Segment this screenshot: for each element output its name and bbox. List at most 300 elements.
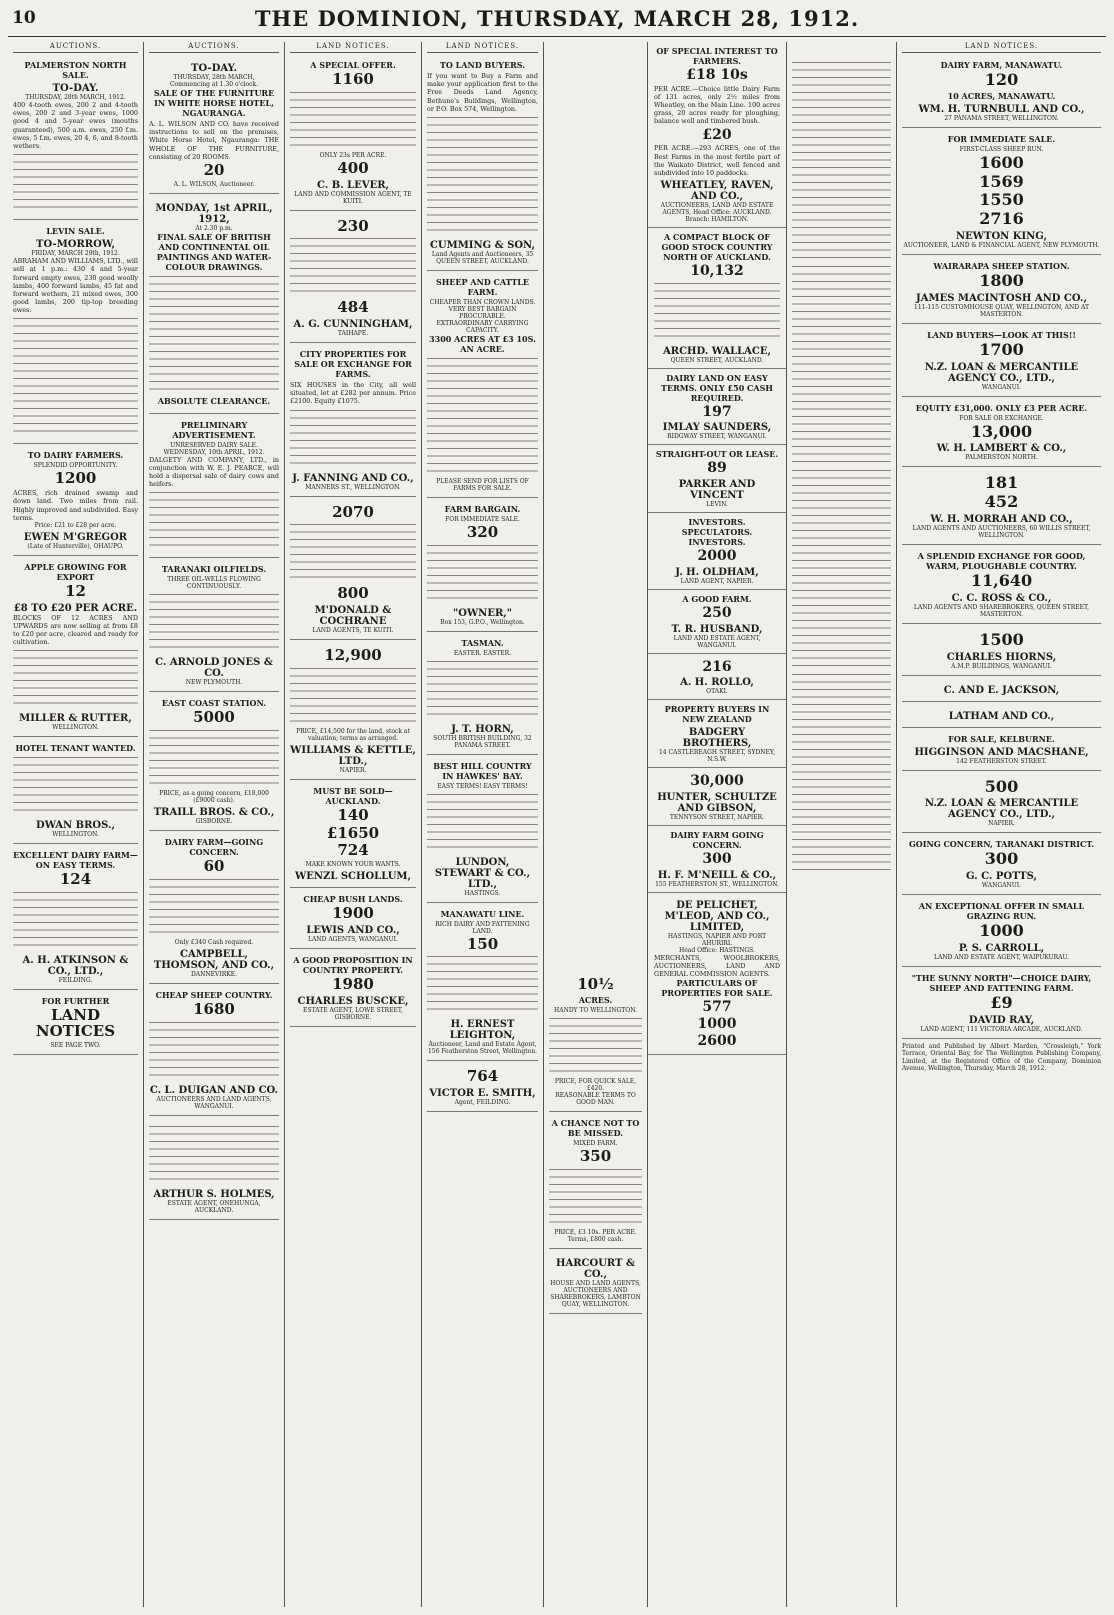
ad-address: NAPIER. xyxy=(988,820,1015,828)
column-6 xyxy=(648,42,787,1607)
ad-text-lines xyxy=(149,1126,279,1186)
ad-heading: DAIRY FARM GOING CONCERN. xyxy=(670,829,764,850)
ad-cheap-sheep-country xyxy=(149,987,279,1116)
ad-acreage: 1160 xyxy=(332,70,374,88)
ad-subheading: Commencing at 1.30 o'clock. xyxy=(169,81,259,88)
ad-morrah xyxy=(902,470,1101,545)
ad-text-lines xyxy=(549,1018,642,1078)
ad-heading: CHEAP BUSH LANDS. xyxy=(303,894,403,905)
ad-hotel-tenant xyxy=(13,740,138,844)
ad-price-big: £1650 xyxy=(326,823,380,842)
ad-date: THURSDAY, 28th MARCH, xyxy=(173,74,255,81)
ad-big-text: LAND NOTICES xyxy=(35,1006,116,1040)
ad-acreage: 150 xyxy=(466,934,499,953)
ad-excellent-dairy xyxy=(13,847,138,990)
ad-advertiser: ARCHD. WALLACE, xyxy=(663,345,771,357)
ad-subheading: TO-MORROW, xyxy=(36,239,115,251)
column-7 xyxy=(787,42,897,1607)
ad-text-lines xyxy=(149,1022,279,1082)
ad-acreage: 1700 xyxy=(979,339,1024,359)
ad-subheading: EASTER. EASTER. xyxy=(453,649,512,657)
ad-address: 155 FEATHERSTON ST., WELLINGTON. xyxy=(655,880,779,888)
ad-advertiser: C. AND E. JACKSON, xyxy=(943,684,1060,696)
ad-footer: PLEASE SEND FOR LISTS OF FARMS FOR SALE. xyxy=(436,477,529,492)
ad-advertiser: J. H. OLDHAM, xyxy=(675,566,759,578)
masthead xyxy=(8,6,1106,37)
ad-paintings-sale xyxy=(149,197,279,414)
ad-east-coast-station xyxy=(149,695,279,831)
ad-address: LAND AGENT, 111 VICTORIA ARCADE, AUCKLAND. xyxy=(920,1025,1083,1033)
ad-special-interest xyxy=(648,42,786,228)
ad-splendid-exchange xyxy=(902,548,1101,624)
column-header: AUCTIONS. xyxy=(149,42,279,53)
ad-heading: FOR FURTHER xyxy=(41,996,110,1007)
ad-date: FRIDAY, MARCH 29th, 1912. xyxy=(31,250,120,258)
ad-subheading: TO-DAY. xyxy=(52,83,99,94)
ad-heading: TO LAND BUYERS. xyxy=(439,60,526,70)
ad-acreage: 1800 xyxy=(979,270,1024,290)
ad-acreage: 13,000 xyxy=(970,421,1033,441)
ad-address: WANGANUI. xyxy=(981,383,1022,391)
ad-date: THURSDAY, 28th MARCH, 1912. xyxy=(25,94,126,101)
ad-heading: A GOOD FARM. xyxy=(682,593,752,604)
ad-advertiser: CUMMING & SON, xyxy=(429,239,536,251)
ad-subheading: THREE OIL-WELLS FLOWING CONTINUOUSLY. xyxy=(167,576,261,591)
ad-acreage: 1680 xyxy=(193,999,235,1018)
ad-advertiser: BADGERY BROTHERS, xyxy=(682,727,752,750)
ad-address: TENNYSON STREET, NAPIER. xyxy=(669,813,765,821)
ad-equity xyxy=(902,400,1101,468)
ad-text-lines xyxy=(427,358,538,478)
column-3 xyxy=(285,42,422,1607)
ad-acreage: 140 xyxy=(337,805,369,824)
ad-heading: BEST HILL COUNTRY IN HAWKES' BAY. xyxy=(433,760,532,781)
ad-subheading: MIXED FARM. xyxy=(573,1139,618,1147)
ad-address: 27 PANAMA STREET, WELLINGTON. xyxy=(944,114,1059,122)
ad-subheading: FOR IMMEDIATE SALE. xyxy=(445,515,520,523)
ad-text-lines xyxy=(792,62,891,262)
ad-acreage: 1900 xyxy=(332,904,374,923)
page-number: 10 xyxy=(12,8,36,28)
ad-acreage: 350 xyxy=(579,1146,612,1165)
ad-special-offer xyxy=(290,57,416,211)
ad-subheading: FOR SALE OR EXCHANGE. xyxy=(959,414,1044,422)
ad-mdonald xyxy=(290,500,416,641)
ad-must-be-sold xyxy=(290,783,416,888)
ad-heading: FARM BARGAIN. xyxy=(444,503,521,514)
ad-dairy-sale xyxy=(149,417,279,559)
column-8 xyxy=(897,42,1106,1607)
ad-advertiser: H. F. M'NEILL & CO., xyxy=(657,869,777,881)
ad-advertiser: A. G. CUNNINGHAM, xyxy=(293,319,413,330)
ad-text-lines xyxy=(427,545,538,605)
ad-further-notices xyxy=(13,993,138,1055)
ad-subheading-2: VERY BEST BARGAIN PROCURABLE. xyxy=(448,305,517,320)
ad-heading: APPLE GROWING FOR EXPORT xyxy=(24,561,127,582)
ad-advertiser: WENZL SCHOLLUM, xyxy=(295,871,411,883)
ad-advertiser: HIGGINSON AND MACSHANE, xyxy=(914,746,1089,758)
ad-handy-wellington xyxy=(549,972,642,1112)
ad-acreage: 12 xyxy=(65,581,86,600)
ad-hill-country xyxy=(427,758,538,903)
ad-text-lines xyxy=(13,892,138,952)
ad-heading: ACRES. xyxy=(578,994,613,1005)
ad-heading: LAND BUYERS—LOOK AT THIS!! xyxy=(927,329,1076,340)
ad-acreage: 1000 xyxy=(979,921,1024,941)
ad-price: £8 TO £20 PER ACRE. xyxy=(13,602,138,614)
ad-advertiser: J. FANNING AND CO., xyxy=(292,472,414,484)
ad-dairy-going-concern-2 xyxy=(648,826,786,893)
ad-advertiser: A. H. ATKINSON & CO., LTD., xyxy=(22,955,129,978)
ad-text-lines xyxy=(427,794,538,854)
ad-compact-block xyxy=(648,228,786,369)
ad-body: BLOCKS OF 12 ACRES AND UPWARDS are now selling at from £8 to £20 per acre, cleared and ready for cultivation. xyxy=(13,613,138,647)
ad-address: GISBORNE. xyxy=(195,818,233,826)
ad-dairy-easy-terms xyxy=(648,369,786,446)
ad-advertiser: VICTOR E. SMITH, xyxy=(429,1088,536,1100)
ad-de-pelichet xyxy=(648,893,786,1056)
ad-body: SIX HOUSES in the City, all well situated, let at £282 per annum. Price £2100. Equity £1075. xyxy=(290,381,416,406)
ad-acreage: 10½ xyxy=(577,975,614,993)
ad-acreage: 300 xyxy=(984,849,1019,869)
ad-city-properties xyxy=(290,346,416,497)
ad-acreage: 124 xyxy=(59,870,92,889)
ad-subheading: FIRST-CLASS SHEEP RUN. xyxy=(959,145,1044,153)
ad-heading: EQUITY £31,000. ONLY £3 PER ACRE. xyxy=(915,402,1088,413)
ad-price: PRICE, £14,500 for the land, stock at valuation; terms as arranged. xyxy=(296,727,410,742)
ad-hunter-schultze xyxy=(648,768,786,826)
ad-advertiser: NEWTON KING, xyxy=(956,230,1047,242)
ad-advertiser: A. H. ROLLO, xyxy=(680,677,754,689)
ad-victor-smith xyxy=(427,1064,538,1112)
ad-text-lines xyxy=(149,879,279,939)
ad-text-lines xyxy=(290,238,416,298)
ad-rollo xyxy=(648,654,786,701)
ad-date: WEDNESDAY, 10th APRIL, 1912. xyxy=(163,448,265,456)
ad-price: Price: £21 to £28 per acre. xyxy=(34,521,117,529)
ad-subheading: UNRESERVED DAIRY SALE. xyxy=(170,441,258,449)
ad-acreage-4: 2716 xyxy=(979,209,1024,229)
ad-advertiser: CHARLES BUSCKE, xyxy=(297,995,409,1007)
ad-holmes xyxy=(149,1119,279,1220)
ad-text-lines xyxy=(427,661,538,721)
ad-advertiser: C. B. LEVER, xyxy=(317,179,389,191)
ad-acreage: 2070 xyxy=(332,502,374,521)
ad-body: 400 4-tooth ewes, 200 2 and 4-tooth ewes, 200 2 and 3-year ewes, 1000 good 4 and 5-year ewes (mouths guaranteed), 500 a.m. ewes, 250 f.m. ewes, 5 f.m. ewes, 20 4, 6, and 8-tooth wethers. xyxy=(13,101,138,150)
ad-text-lines xyxy=(13,154,138,214)
ad-jackson xyxy=(902,679,1101,702)
ad-advertiser: C. L. DUIGAN AND CO. xyxy=(149,1084,279,1096)
ad-body: A. L. WILSON AND CO. have received instructions to sell on the premises, White Horse Hotel, Ngauranga: THE WHOLE OF THE FURNITURE, consisting of 20 ROOMS. xyxy=(149,120,279,161)
ad-acreage: 500 xyxy=(984,776,1019,796)
ad-advertiser: M'DONALD & COCHRANE xyxy=(314,605,392,628)
ad-manawatu-line xyxy=(427,906,538,1062)
ad-address: OTAKI. xyxy=(706,688,728,696)
ad-price: 3300 ACRES AT £3 10S. AN ACRE. xyxy=(429,333,536,354)
ad-heading: TO-DAY. xyxy=(191,63,237,74)
ad-heading: MONDAY, 1st APRIL, 1912, xyxy=(155,202,273,225)
ad-furniture-sale xyxy=(149,57,279,194)
ad-acreage: 30,000 xyxy=(690,773,744,790)
ad-heading: DAIRY FARM—GOING CONCERN. xyxy=(164,837,264,858)
ad-acreage: 1980 xyxy=(332,974,374,993)
ad-price: PRICE, FOR QUICK SALE, £420. xyxy=(554,1077,637,1092)
ad-address: AUCTIONEERS AND LAND AGENTS, WANGANUI. xyxy=(156,1095,272,1110)
ad-address: Land Agents and Auctioneers, 35 QUEEN STREET, AUCKLAND. xyxy=(431,250,534,265)
ad-acreage: 320 xyxy=(466,522,499,541)
ad-price: ONLY 23s PER ACRE. xyxy=(319,151,387,159)
ad-heading: EXCELLENT DAIRY FARM—ON EASY TERMS. xyxy=(13,850,138,871)
ad-advertiser: WHEATLEY, RAVEN, AND CO., xyxy=(660,180,774,203)
ad-address: WELLINGTON. xyxy=(52,831,99,839)
ad-acreage: 300 xyxy=(702,850,732,867)
ad-address: LAND AGENT, NAPIER. xyxy=(680,577,754,585)
ad-advertiser: DAVID RAY, xyxy=(968,1014,1035,1026)
ad-address: LAND AND COMMISSION AGENT, TE KUITI. xyxy=(294,190,412,205)
ad-body: PER ACRE.—Choice little Dairy Farm of 131 acres, only 2½ miles from Wheatley, on the Main Line. 100 acres grass, 20 acres ready for ploughing, balance well and timbered bush. xyxy=(654,84,780,126)
ad-text-lines xyxy=(427,117,538,237)
ad-levin-sale xyxy=(13,223,138,444)
ad-grazing-run xyxy=(902,898,1101,967)
ad-straight-out xyxy=(648,445,786,513)
ad-advertiser: N.Z. LOAN & MERCANTILE AGENCY CO., LTD., xyxy=(924,361,1079,384)
ad-advertiser: JAMES MACINTOSH AND CO., xyxy=(916,292,1087,304)
ad-property-buyers xyxy=(648,700,786,768)
ad-acreage: 230 xyxy=(337,216,369,235)
ad-acreage: 181 xyxy=(984,473,1019,493)
ad-address: HASTINGS. xyxy=(464,889,501,897)
ad-advertiser: EWEN M'GREGOR xyxy=(23,531,128,543)
ad-palmerston-sale xyxy=(13,57,138,220)
ad-acreage: 89 xyxy=(707,460,727,477)
ad-acreage-2: 400 xyxy=(337,158,369,177)
ad-body: MERCHANTS, WOOLBROKERS, AUCTIONEERS, LAND AND GENERAL COMMISSION AGENTS. xyxy=(654,953,780,978)
ad-advertiser: PARKER AND VINCENT xyxy=(678,479,756,502)
ad-price: PRICE, £3 10s. PER ACRE. xyxy=(554,1228,637,1236)
ad-body: ABRAHAM AND WILLIAMS, LTD., will sell at 1 p.m.: 430 4 and 5-year forward empty ewes, 230 good woolly lambs, 400 forward lambs, 45 fat and forward wethers, 21 mixed ewes, 300 good lambs, 200 tip-top breeding ewes. xyxy=(13,257,138,315)
ad-address: QUEEN STREET, AUCKLAND. xyxy=(670,356,764,364)
ad-address: LAND AND ESTATE AGENT, WAIPUKURAU. xyxy=(934,953,1069,961)
ad-text-lines xyxy=(13,318,138,438)
ad-good-proposition xyxy=(290,952,416,1027)
ad-text-lines xyxy=(792,674,891,874)
ad-heading: TARANAKI OILFIELDS. xyxy=(161,564,267,575)
ad-acreage: 1200 xyxy=(54,469,97,488)
ad-acreage: 60 xyxy=(203,857,225,876)
ad-acreage: 5000 xyxy=(193,708,235,727)
ad-address: 142 FEATHERSTON STREET. xyxy=(956,757,1047,765)
ad-sheep-run xyxy=(902,131,1101,255)
ad-heading: PRELIMINARY ADVERTISEMENT. xyxy=(172,419,256,440)
ad-subheading: SEE PAGE TWO. xyxy=(50,1041,101,1049)
ad-subheading: HANDY TO WELLINGTON. xyxy=(554,1006,637,1014)
ad-address: MANNERS ST., WELLINGTON. xyxy=(305,483,401,491)
ad-heading: FOR SALE, KELBURNE. xyxy=(948,733,1055,744)
ad-wairarapa-station xyxy=(902,258,1101,324)
ad-acreage: 764 xyxy=(466,1067,499,1086)
ad-heading: PROPERTY BUYERS IN NEW ZEALAND xyxy=(664,704,770,725)
ad-text-lines xyxy=(290,668,416,728)
ad-heading: TASMAN. xyxy=(461,637,504,648)
column-header: LAND NOTICES. xyxy=(902,42,1101,53)
ad-tasman xyxy=(427,635,538,755)
ad-acreage-2: 724 xyxy=(337,841,369,860)
ad-advertiser: W. H. MORRAH AND CO., xyxy=(930,513,1073,525)
ad-heading: A SPLENDID EXCHANGE FOR GOOD, WARM, PLOUGHABLE COUNTRY. xyxy=(917,550,1086,571)
ad-bush-lands xyxy=(290,891,416,949)
ad-address: LAND AGENTS, WANGANUI. xyxy=(308,935,398,943)
ad-address: LAND AGENTS AND AUCTIONEERS, 60 WILLIS STREET, WELLINGTON. xyxy=(912,524,1091,539)
ad-taranaki-going-concern xyxy=(902,836,1101,895)
ad-text-lines xyxy=(792,470,891,670)
ad-advertiser: T. R. HUSBAND, xyxy=(671,623,763,635)
ad-heading: MUST BE SOLD—AUCKLAND. xyxy=(313,785,393,806)
ad-heading: INVESTORS. SPECULATORS. INVESTORS. xyxy=(681,517,753,548)
ad-address: PALMERSTON NORTH. xyxy=(965,454,1038,462)
ad-advertiser: G. C. POTTS, xyxy=(966,871,1037,883)
ad-acreage: 197 xyxy=(702,403,732,420)
column-header: AUCTIONS. xyxy=(13,42,138,53)
ad-taranaki-oilfields xyxy=(149,561,279,692)
ad-acreage: 120 xyxy=(984,70,1019,89)
ad-advertiser: J. T. HORN, xyxy=(451,723,514,735)
ad-farm-bargain xyxy=(427,501,538,632)
ad-address: NAPIER. xyxy=(339,766,367,774)
ad-rooms: 20 xyxy=(203,160,225,179)
ad-address: (Late of Hunterville), OHAUPO. xyxy=(27,542,124,550)
ad-price-big: £18 10s xyxy=(686,67,748,83)
ad-dairy-farmers xyxy=(13,447,138,556)
ad-address: AUCTIONEER, LAND & FINANCIAL AGENT, NEW PLYMOUTH. xyxy=(903,241,1100,249)
ad-williams-kettle xyxy=(290,643,416,780)
ad-price: PRICE, as a going concern, £18,000 (£9000 cash). xyxy=(159,790,269,805)
ad-heading: GOING CONCERN, TARANAKI DISTRICT. xyxy=(908,839,1095,850)
ad-advertiser: N.Z. LOAN & MERCANTILE AGENCY CO., LTD., xyxy=(924,798,1079,821)
ad-advertiser: DWAN BROS., xyxy=(36,820,115,832)
ad-body-2: PER ACRE.—293 ACRES, one of the Best Farms in the most fertile part of the Waikato District, well fenced and subdivided into 10 paddocks. xyxy=(654,144,780,177)
ad-address: AUCTIONEERS, LAND AND ESTATE AGENTS, Head Office: AUCKLAND. Branch: HAMILTON. xyxy=(660,202,774,224)
ad-acreage: 11,640 xyxy=(970,570,1033,590)
ad-heading-2: 10 ACRES, MANAWATU. xyxy=(947,90,1056,101)
ad-acreage-2: 484 xyxy=(337,298,369,317)
ad-subheading: SPLENDID OPPORTUNITY. xyxy=(33,462,118,470)
ad-address: HASTINGS, NAPIER AND PORT AHURIRI. xyxy=(667,932,767,947)
ad-advertiser: TRAILL BROS. & CO., xyxy=(153,807,275,819)
ad-advertiser: W. H. LAMBERT & CO., xyxy=(936,443,1067,455)
ad-text-lines xyxy=(549,1169,642,1229)
ad-dairy-going-concern xyxy=(149,834,279,984)
ad-subheading: MAKE KNOWN YOUR WANTS. xyxy=(305,861,401,869)
ad-advertiser: DE PELICHET, M'LEOD, AND CO., LIMITED, xyxy=(664,899,770,933)
ad-subheading: EASY TERMS! EASY TERMS! xyxy=(437,782,528,790)
ad-address: SOUTH BRITISH BUILDING, 32 PANAMA STREET. xyxy=(433,734,532,749)
ad-address: ESTATE AGENT, ONEHUNGA, AUCKLAND. xyxy=(167,1199,261,1214)
ad-title: SALE OF THE FURNITURE IN WHITE HORSE HOTEL, NGAURANGA. xyxy=(153,88,275,118)
ad-heading: WAIRARAPA SHEEP STATION. xyxy=(933,260,1070,271)
ad-advertiser: C. ARNOLD JONES & CO. xyxy=(155,657,273,680)
ad-harcourt xyxy=(549,1252,642,1314)
ad-address: WELLINGTON. xyxy=(52,724,99,732)
ad-heading: A SPECIAL OFFER. xyxy=(310,60,396,70)
ad-text-lines xyxy=(13,650,138,710)
ad-heading: "THE SUNNY NORTH"—CHOICE DAIRY, SHEEP AND FATTENING FARM. xyxy=(911,972,1092,993)
ad-apple-growing xyxy=(13,559,138,738)
ad-address: ESTATE AGENT, LOWE STREET, GISBORNE. xyxy=(303,1006,403,1021)
ad-mixed-farm xyxy=(549,1115,642,1249)
ad-subheading-3: EXTRAORDINARY CARRYING CAPACITY. xyxy=(436,319,529,334)
ad-address: LEVIN. xyxy=(706,501,728,509)
ad-heading: PALMERSTON NORTH SALE. xyxy=(24,60,127,80)
ad-text-lines xyxy=(149,594,279,654)
ad-address: Agent, FEILDING. xyxy=(454,1099,511,1107)
ad-address: Auctioneer, Land and Estate Agent, 156 Featherston Street, Wellington. xyxy=(427,1041,538,1056)
column-header: LAND NOTICES. xyxy=(290,42,416,53)
ad-acreage-2: 800 xyxy=(337,584,369,603)
ad-dairy-manawatu xyxy=(902,57,1101,128)
ad-acreage: 2000 xyxy=(697,548,737,565)
newspaper-title: THE DOMINION, THURSDAY, MARCH 28, 1912. xyxy=(254,6,860,31)
ad-address: TAIHAPE. xyxy=(337,330,369,337)
ad-investors xyxy=(648,513,786,590)
ad-acreage: 1500 xyxy=(979,629,1024,649)
ad-body: ACRES, rich drained swamp and down land. Two miles from rail. Highly improved and subdivided. Easy terms. xyxy=(13,489,138,522)
ad-text-lines xyxy=(427,956,538,1016)
ad-nz-loan-napier xyxy=(902,774,1101,834)
ad-address: 14 CASTLEREAGH STREET, SYDNEY, N.S.W. xyxy=(658,749,776,764)
ad-subheading: At 2.30 p.m. xyxy=(195,224,233,232)
ad-advertiser: ARTHUR S. HOLMES, xyxy=(153,1188,275,1200)
ad-good-farm xyxy=(648,590,786,654)
ad-footer: ABSOLUTE CLEARANCE. xyxy=(157,395,271,406)
ad-heading: MANAWATU LINE. xyxy=(440,908,525,919)
ad-sunny-north xyxy=(902,970,1101,1039)
ad-heading: TO DAIRY FARMERS. xyxy=(27,450,124,461)
ad-acreage: 577 xyxy=(702,999,732,1016)
ad-subheading: CHEAPER THAN CROWN LANDS. xyxy=(429,298,536,306)
column-1 xyxy=(8,42,144,1607)
ad-advertiser: WILLIAMS & KETTLE, LTD., xyxy=(290,744,416,767)
column-header: LAND NOTICES. xyxy=(427,42,538,53)
ad-heading: LEVIN SALE. xyxy=(46,226,105,237)
ad-text-lines xyxy=(149,730,279,790)
ad-to-land-buyers xyxy=(427,57,538,271)
ad-price-big: £9 xyxy=(990,992,1013,1012)
ad-address: HOUSE AND LAND AGENTS, AUCTIONEERS AND SHAREBROKERS, LAMBTON QUAY, WELLINGTON. xyxy=(550,1279,641,1308)
ad-latham xyxy=(902,705,1101,728)
ad-head-office: Head Office: HASTINGS. xyxy=(679,946,755,954)
ad-advertiser: P. S. CARROLL, xyxy=(958,942,1045,954)
ad-address: A.M.P. BUILDINGS, WANGANUI. xyxy=(951,662,1052,670)
ad-acreage: 216 xyxy=(702,658,732,675)
ad-text-lines xyxy=(654,283,780,343)
ad-kelburne xyxy=(902,731,1101,771)
ad-advertiser: MILLER & RUTTER, xyxy=(19,713,132,725)
ad-text-lines xyxy=(792,266,891,466)
column-4 xyxy=(422,42,544,1607)
printer-imprint: Printed and Published by Albert Marden, "Crossleigh," York Terrace, Oriental Bay, for The Wellington Publishing Company, Limited, at the Registered Office of the Company, Dominion Avenue, Wellington, Thursday, March 28, 1912. xyxy=(902,1042,1101,1073)
ad-advertiser: C. C. ROSS & CO., xyxy=(951,592,1052,604)
ad-heading: CHEAP SHEEP COUNTRY. xyxy=(155,989,273,1000)
ad-acreage-2: 452 xyxy=(984,492,1019,512)
ad-hiorns xyxy=(902,627,1101,676)
ad-heading: DAIRY FARM, MANAWATU. xyxy=(940,60,1063,70)
ad-land-buyers-look xyxy=(902,327,1101,397)
ad-heading: FOR IMMEDIATE SALE. xyxy=(947,133,1056,144)
column-2 xyxy=(144,42,285,1607)
ad-acreage-2: 1569 xyxy=(979,171,1024,191)
ad-heading: A CHANCE NOT TO BE MISSED. xyxy=(551,1117,640,1138)
ad-sheep-cattle-farm xyxy=(427,274,538,498)
